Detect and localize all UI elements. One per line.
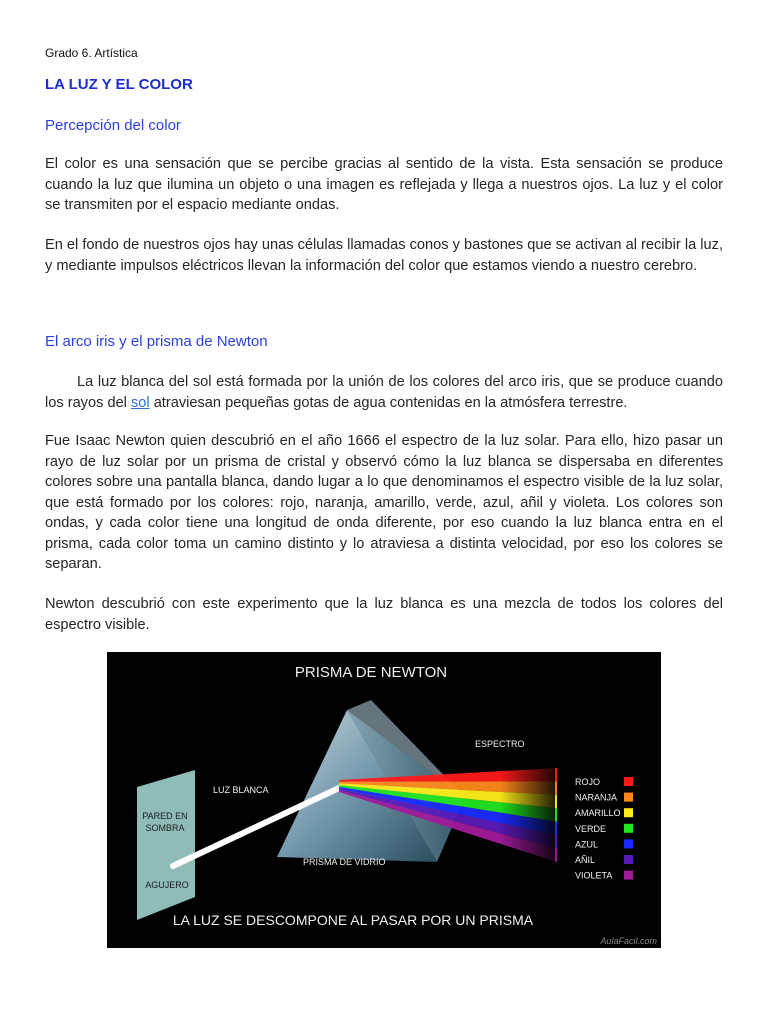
legend-label: AÑIL: [575, 855, 596, 865]
figure-caption: LA LUZ SE DESCOMPONE AL PASAR POR UN PRISMA: [172, 912, 534, 928]
paragraph-text: La luz blanca del sol está formada por la unión de los colores del arco iris, que se produce cuando los rayos del: [45, 374, 723, 411]
legend-swatch: [624, 824, 633, 833]
section-heading-percepcion: Percepción del color: [45, 117, 181, 134]
prism-illustration: [107, 652, 661, 948]
legend-swatch: [624, 855, 633, 864]
spectrum-fade: [335, 762, 555, 872]
legend-label: VERDE: [575, 823, 607, 834]
color-legend: [575, 777, 633, 881]
paragraph-percepcion-1: El color es una sensación que se percibe gracias al sentido de la vista. Esta sensación se produce cuando la luz que ilumina un objeto o una imagen es reflejada y llega a nuestros ojos. La luz y el color se transmiten por el espacio mediante ondas.: [45, 156, 723, 213]
wall-label-2: SOMBRA: [145, 823, 185, 833]
hole-label: AGUJERO: [145, 880, 189, 890]
legend-swatch: [624, 808, 633, 817]
white-light-label: LUZ BLANCA: [213, 785, 269, 795]
paragraph-newton: Fue Isaac Newton quien descubrió en el año 1666 el espectro de la luz solar. Para ello, hizo pasar un rayo de luz solar por un prisma de cristal y observó cómo la luz blanca se dispersaba en diferentes colores sobre una pantalla blanca, dando lugar a lo que denominamos el espectro visible de la luz solar, que está formado por los colores: rojo, naranja, amarillo, verde, azul, añil y violeta. Los colores son ondas, y cada color tiene una longitud de onda diferente, por eso cuando la luz blanca entra en el prisma, cada color toma un camino distinto y lo atraviesa a distinta velocidad, por eso los colores se separan.: [45, 433, 723, 572]
newton-prism-figure: [107, 652, 661, 948]
watermark: AulaFacil.com: [600, 936, 657, 946]
shadow-wall: [137, 770, 195, 920]
legend-label: ROJO: [575, 777, 601, 787]
legend-label: VIOLETA: [575, 870, 613, 881]
legend-label: NARANJA: [575, 792, 618, 803]
spectrum-label: ESPECTRO: [475, 739, 525, 749]
section-heading-arco-iris: El arco iris y el prisma de Newton: [45, 333, 268, 350]
legend-swatch: [624, 839, 633, 848]
legend-label: AZUL: [575, 839, 599, 850]
paragraph-conclusion: Newton descubrió con este experimento que la luz blanca es una mezcla de todos los colores del espectro visible.: [45, 596, 723, 633]
paragraph-arco-iris-1: [45, 372, 723, 413]
glass-prism-label: PRISMA DE VIDRIO: [303, 857, 386, 867]
course-label: Grado 6. Artística: [45, 46, 138, 60]
legend-swatch: [624, 871, 633, 880]
document-title: LA LUZ Y EL COLOR: [45, 76, 193, 93]
wall-label-1: PARED EN: [142, 811, 188, 821]
legend-swatch: [624, 793, 633, 802]
legend-swatch: [624, 777, 633, 786]
legend-label: AMARILLO: [575, 808, 621, 819]
sol-link[interactable]: sol: [130, 394, 150, 411]
figure-title: PRISMA DE NEWTON: [294, 664, 448, 681]
paragraph-text: atraviesan pequeñas gotas de agua contenidas en la atmósfera terrestre.: [149, 394, 628, 411]
paragraph-percepcion-2: En el fondo de nuestros ojos hay unas células llamadas conos y bastones que se activan al recibir la luz, y mediante impulsos eléctricos llevan la información del color que estamos viendo a nuestro cerebro.: [45, 237, 723, 274]
